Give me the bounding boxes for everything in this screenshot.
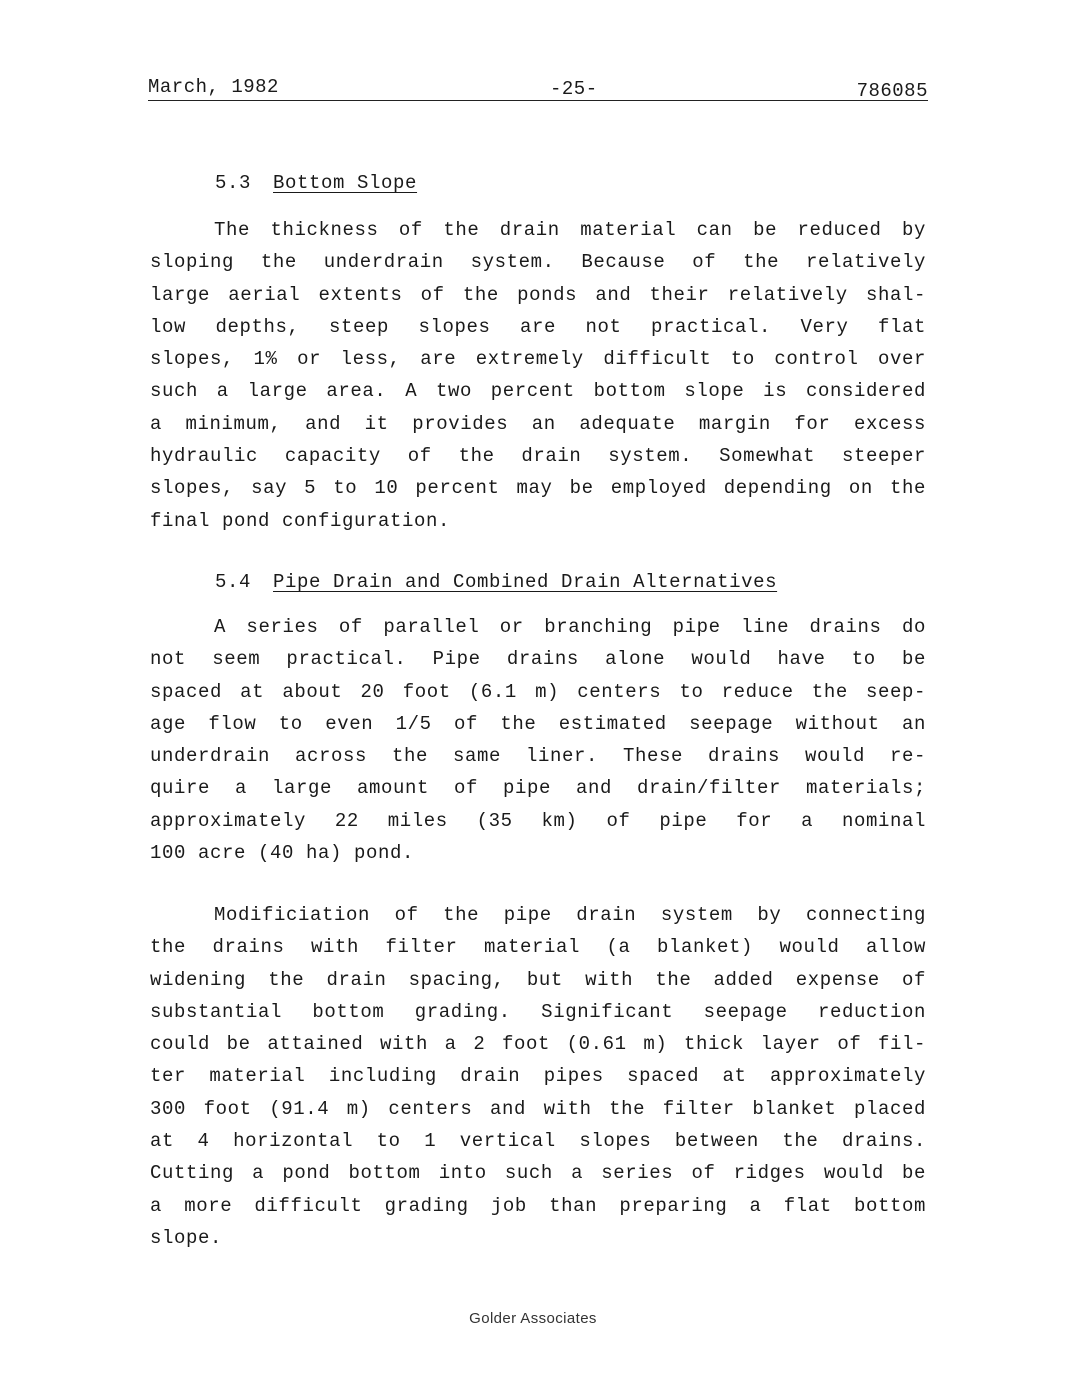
paragraph-line: spaced at about 20 foot (6.1 m) centers to reduce the seep- [150, 680, 926, 703]
paragraph-line: final pond configuration. [150, 509, 451, 532]
paragraph-line: widening the drain spacing, but with the added expense of [150, 968, 926, 991]
paragraph-line: such a large area. A two percent bottom slope is considered [150, 380, 926, 403]
paragraph-line: the drains with filter material (a blanket) would allow [150, 936, 926, 959]
section-number: 5.4 [215, 571, 252, 593]
paragraph-line: a more difficult grading job than preparing a flat bottom [150, 1194, 926, 1217]
paragraph-line: 100 acre (40 ha) pond. [150, 842, 415, 865]
paragraph-line: at 4 horizontal to 1 vertical slopes between the drains. [150, 1130, 926, 1153]
paragraph-line: slope. [150, 1226, 223, 1249]
paragraph-line: A series of parallel or branching pipe line drains do [214, 616, 926, 638]
paragraph-line: substantial bottom grading. Significant seepage reduction [150, 1000, 926, 1023]
paragraph-line: ter material including drain pipes spaced at approximately [150, 1065, 926, 1088]
paragraph-line: age flow to even 1/5 of the estimated seepage without an [150, 712, 926, 735]
paragraph-line: 300 foot (91.4 m) centers and with the filter blanket placed [150, 1097, 926, 1120]
header-page-number: -25- [550, 78, 598, 100]
paragraph-line: quire a large amount of pipe and drain/filter materials; [150, 777, 926, 800]
paragraph-modification [150, 899, 926, 1254]
paragraph-line: approximately 22 miles (35 km) of pipe for a nominal [150, 809, 926, 832]
section-title: Bottom Slope [273, 172, 418, 194]
paragraph-line: underdrain across the same liner. These drains would re- [150, 745, 926, 768]
paragraph-pipe-drains [150, 611, 926, 869]
paragraph-bottom-slope [150, 214, 926, 537]
section-heading-5-3 [215, 172, 417, 194]
paragraph-line: slopes, 1% or less, are extremely difficult to control over [150, 348, 926, 371]
paragraph-line: could be attained with a 2 foot (0.61 m) thick layer of fil- [150, 1033, 926, 1056]
paragraph-line: Cutting a pond bottom into such a series of ridges would be [150, 1162, 926, 1185]
paragraph-line: slopes, say 5 to 10 percent may be employed depending on the [150, 477, 926, 500]
paragraph-line: a minimum, and it provides an adequate margin for excess [150, 412, 926, 435]
header-document-id: 786085 [856, 80, 928, 102]
paragraph-line: The thickness of the drain material can be reduced by [214, 219, 926, 241]
page-header [148, 74, 928, 101]
page-footer: Golder Associates [469, 1310, 597, 1327]
section-heading-5-4 [215, 571, 777, 593]
paragraph-line: large aerial extents of the ponds and their relatively shal- [150, 283, 926, 306]
section-title: Pipe Drain and Combined Drain Alternatives [273, 571, 778, 593]
header-date: March, 1982 [148, 76, 279, 98]
paragraph-line: Modificiation of the pipe drain system by connecting [214, 904, 926, 926]
paragraph-line: not seem practical. Pipe drains alone would have to be [150, 648, 926, 671]
paragraph-line: sloping the underdrain system. Because of the relatively [150, 251, 926, 274]
paragraph-line: hydraulic capacity of the drain system. Somewhat steeper [150, 445, 926, 468]
paragraph-line: low depths, steep slopes are not practical. Very flat [150, 315, 926, 338]
section-number: 5.3 [215, 172, 252, 194]
